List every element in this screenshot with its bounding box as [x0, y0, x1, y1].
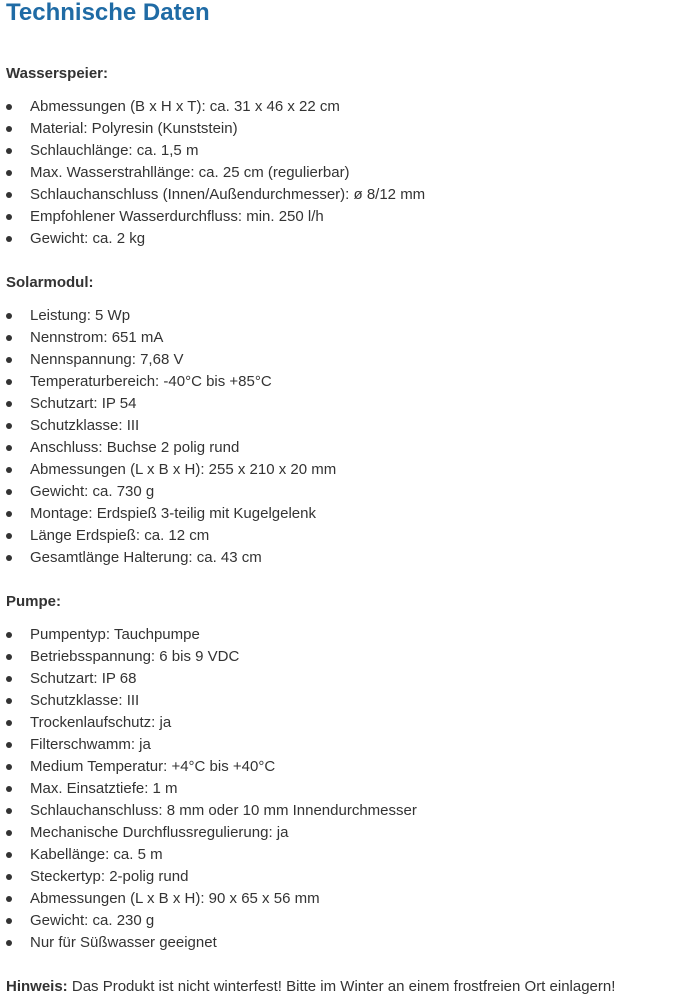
list-item [6, 503, 336, 525]
bullet-icon [6, 764, 12, 770]
bullet-icon [6, 676, 12, 682]
list-item-text: Filterschwamm: ja [30, 736, 151, 753]
list-item [6, 866, 417, 888]
bullet-icon [6, 148, 12, 154]
list-item [6, 305, 336, 327]
bullet-icon [6, 533, 12, 539]
bullet-icon [6, 236, 12, 242]
list-item-text: Pumpentyp: Tauchpumpe [30, 626, 200, 643]
list-item-text: Abmessungen (L x B x H): 255 x 210 x 20 mm [30, 461, 337, 478]
list-item [6, 140, 425, 162]
bullet-icon [6, 379, 12, 385]
list-item [6, 96, 425, 118]
section-heading: Pumpe: [6, 593, 62, 610]
page-title: Technische Daten [6, 0, 210, 26]
list-item-text: Montage: Erdspieß 3-teilig mit Kugelgelenk [30, 505, 316, 522]
section-wasserspeier [6, 63, 425, 250]
list-item-text: Kabellänge: ca. 5 m [30, 846, 163, 863]
list-item [6, 459, 336, 481]
list-item-text: Schutzklasse: III [30, 692, 140, 709]
bullet-icon [6, 786, 12, 792]
bullet-icon [6, 654, 12, 660]
list-item [6, 800, 417, 822]
section-pumpe [6, 591, 417, 954]
section-heading: Solarmodul: [6, 274, 94, 291]
list-item [6, 162, 425, 184]
list-item [6, 349, 336, 371]
bullet-icon [6, 192, 12, 198]
list-item [6, 932, 417, 954]
note-text: Das Produkt ist nicht winterfest! Bitte im Winter an einem frostfreien Ort einlagern! [67, 978, 616, 995]
list-item-text: Schutzart: IP 68 [30, 670, 137, 687]
bullet-icon [6, 940, 12, 946]
spec-list [6, 624, 417, 954]
bullet-icon [6, 467, 12, 473]
list-item [6, 646, 417, 668]
list-item-text: Nennspannung: 7,68 V [30, 351, 184, 368]
list-item [6, 228, 425, 250]
bullet-icon [6, 896, 12, 902]
list-item [6, 734, 417, 756]
list-item [6, 371, 336, 393]
bullet-icon [6, 808, 12, 814]
list-item [6, 822, 417, 844]
list-item [6, 118, 425, 140]
list-item-text: Max. Wasserstrahllänge: ca. 25 cm (regulierbar) [30, 164, 350, 181]
bullet-icon [6, 489, 12, 495]
list-item [6, 756, 417, 778]
bullet-icon [6, 511, 12, 517]
bullet-icon [6, 214, 12, 220]
bullet-icon [6, 918, 12, 924]
list-item-text: Gewicht: ca. 730 g [30, 483, 155, 500]
list-item-text: Trockenlaufschutz: ja [30, 714, 172, 731]
list-item [6, 668, 417, 690]
list-item-text: Abmessungen (L x B x H): 90 x 65 x 56 mm [30, 890, 320, 907]
bullet-icon [6, 632, 12, 638]
list-item-text: Schlauchanschluss (Innen/Außendurchmesser): ø 8/12 mm [30, 186, 426, 203]
list-item-text: Leistung: 5 Wp [30, 307, 131, 324]
list-item-text: Nennstrom: 651 mA [30, 329, 164, 346]
section-solarmodul [6, 272, 336, 569]
list-item-text: Abmessungen (B x H x T): ca. 31 x 46 x 22 cm [30, 98, 340, 115]
list-item [6, 327, 336, 349]
bullet-icon [6, 423, 12, 429]
note-label: Hinweis: [6, 978, 68, 995]
bullet-icon [6, 698, 12, 704]
list-item [6, 525, 336, 547]
list-item-text: Empfohlener Wasserdurchfluss: min. 250 l/h [30, 208, 324, 225]
list-item-text: Gewicht: ca. 2 kg [30, 230, 146, 247]
list-item [6, 910, 417, 932]
bullet-icon [6, 445, 12, 451]
list-item [6, 778, 417, 800]
list-item-text: Schutzart: IP 54 [30, 395, 137, 412]
list-item [6, 415, 336, 437]
list-item-text: Betriebsspannung: 6 bis 9 VDC [30, 648, 240, 665]
bullet-icon [6, 874, 12, 880]
list-item-text: Länge Erdspieß: ca. 12 cm [30, 527, 210, 544]
list-item-text: Medium Temperatur: +4°C bis +40°C [30, 758, 276, 775]
list-item [6, 844, 417, 866]
bullet-icon [6, 555, 12, 561]
list-item-text: Max. Einsatztiefe: 1 m [30, 780, 178, 797]
list-item [6, 547, 336, 569]
bullet-icon [6, 313, 12, 319]
list-item-text: Mechanische Durchflussregulierung: ja [30, 824, 289, 841]
list-item [6, 437, 336, 459]
list-item [6, 712, 417, 734]
list-item [6, 393, 336, 415]
bullet-icon [6, 742, 12, 748]
section-heading: Wasserspeier: [6, 65, 108, 82]
list-item-text: Nur für Süßwasser geeignet [30, 934, 217, 951]
list-item-text: Schutzklasse: III [30, 417, 140, 434]
list-item [6, 624, 417, 646]
bullet-icon [6, 357, 12, 363]
list-item [6, 184, 425, 206]
spec-list [6, 96, 425, 250]
list-item-text: Gesamtlänge Halterung: ca. 43 cm [30, 549, 262, 566]
bullet-icon [6, 720, 12, 726]
list-item-text: Gewicht: ca. 230 g [30, 912, 155, 929]
bullet-icon [6, 170, 12, 176]
list-item-text: Schlauchanschluss: 8 mm oder 10 mm Innendurchmesser [30, 802, 417, 819]
list-item [6, 481, 336, 503]
bullet-icon [6, 126, 12, 132]
list-item-text: Schlauchlänge: ca. 1,5 m [30, 142, 199, 159]
bullet-icon [6, 830, 12, 836]
bullet-icon [6, 401, 12, 407]
list-item-text: Steckertyp: 2-polig rund [30, 868, 189, 885]
list-item-text: Anschluss: Buchse 2 polig rund [30, 439, 240, 456]
list-item [6, 690, 417, 712]
note-hinweis [6, 976, 615, 998]
list-item-text: Temperaturbereich: -40°C bis +85°C [30, 373, 272, 390]
list-item-text: Material: Polyresin (Kunststein) [30, 120, 238, 137]
list-item [6, 888, 417, 910]
bullet-icon [6, 104, 12, 110]
spec-list [6, 305, 336, 569]
list-item [6, 206, 425, 228]
bullet-icon [6, 335, 12, 341]
bullet-icon [6, 852, 12, 858]
